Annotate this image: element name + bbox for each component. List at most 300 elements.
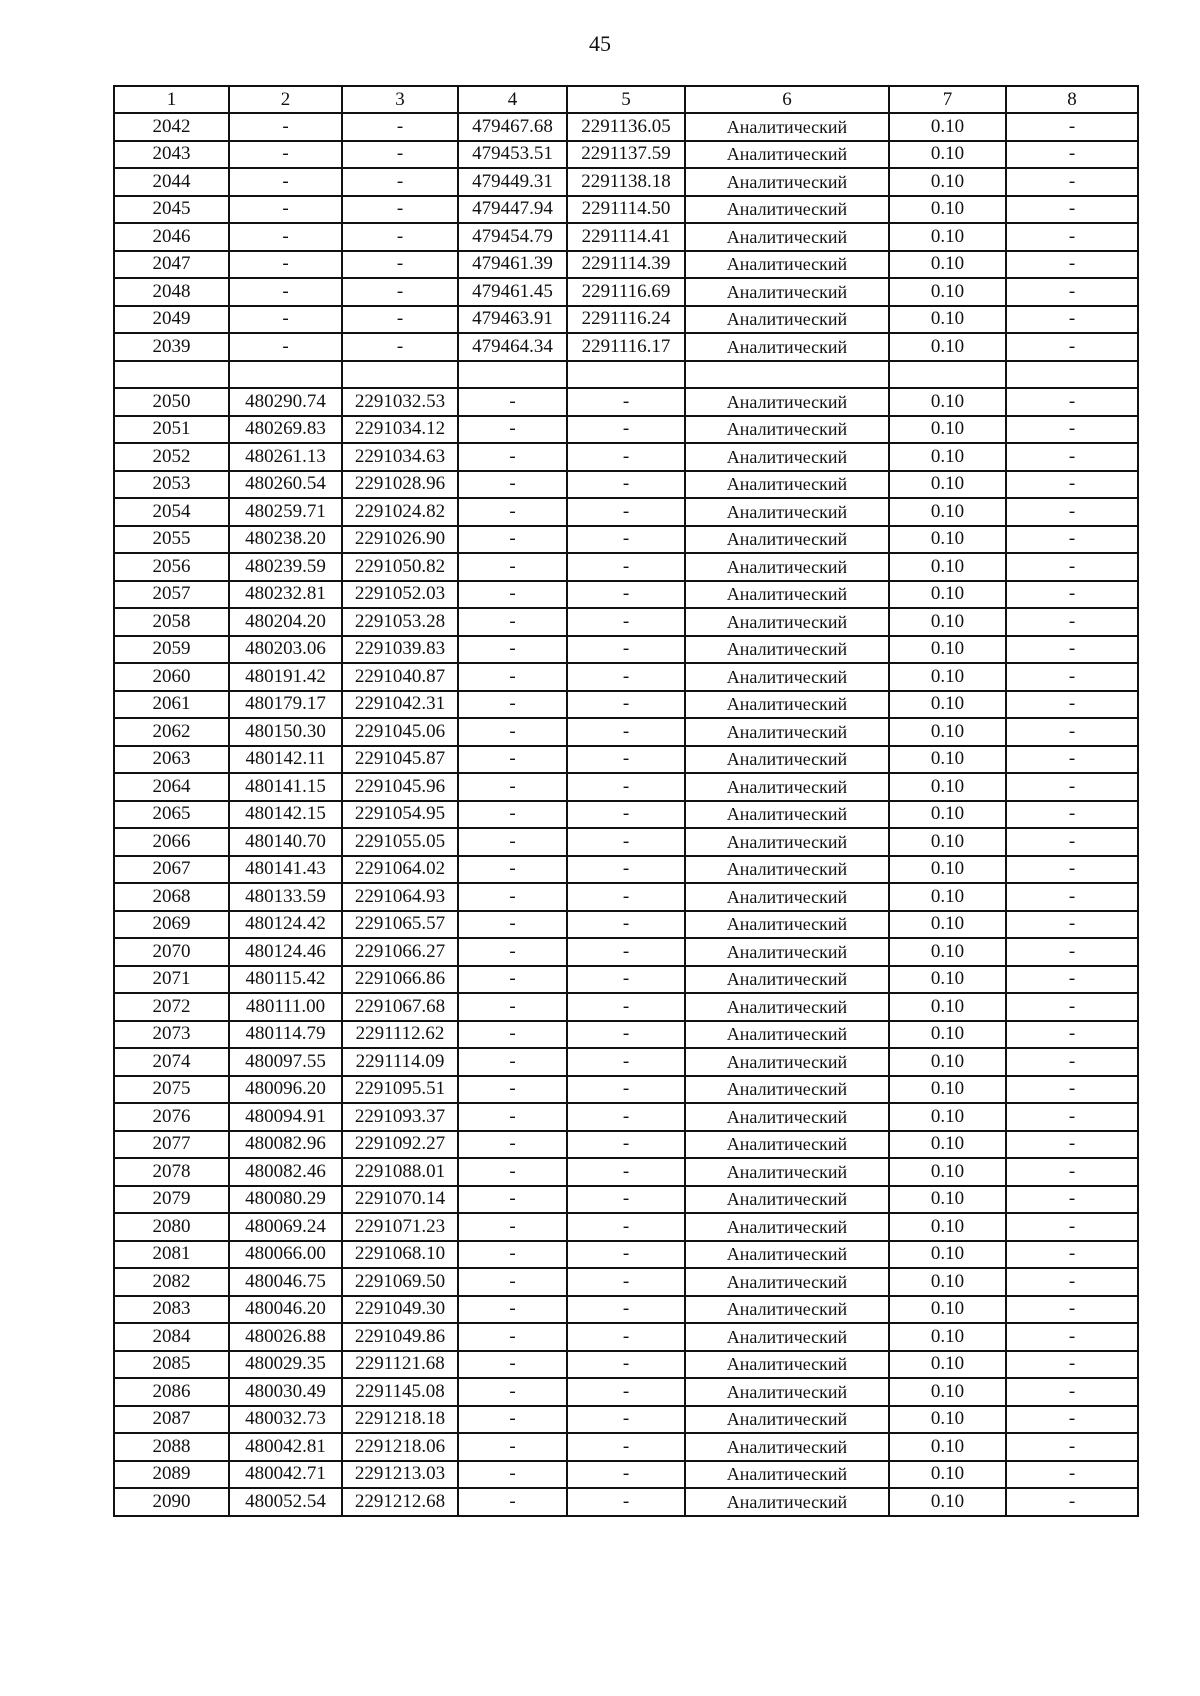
table-cell: -: [229, 113, 342, 141]
table-cell: 0.10: [889, 1021, 1006, 1049]
table-cell: 2044: [114, 168, 229, 196]
table-cell: -: [567, 1131, 685, 1159]
table-cell: 2291066.27: [342, 938, 458, 966]
table-cell: -: [458, 746, 567, 774]
table-cell: Аналитический: [685, 168, 889, 196]
table-cell: -: [1006, 388, 1138, 416]
table-cell: 0.10: [889, 581, 1006, 609]
table-cell: -: [458, 443, 567, 471]
table-cell: 2055: [114, 526, 229, 554]
table-cell: 0.10: [889, 306, 1006, 334]
table-cell: 2291065.57: [342, 911, 458, 939]
table-cell: 480259.71: [229, 498, 342, 526]
table-cell: 480179.17: [229, 691, 342, 719]
table-cell: -: [1006, 1433, 1138, 1461]
table-cell: -: [458, 636, 567, 664]
table-cell: -: [1006, 828, 1138, 856]
table-cell: 2087: [114, 1406, 229, 1434]
table-cell: 2072: [114, 993, 229, 1021]
table-cell: 2042: [114, 113, 229, 141]
table-cell: 2291034.12: [342, 416, 458, 444]
table-cell: -: [458, 663, 567, 691]
table-cell: 2058: [114, 608, 229, 636]
table-cell: 480141.43: [229, 856, 342, 884]
table-cell: 0.10: [889, 966, 1006, 994]
table-cell: 480124.42: [229, 911, 342, 939]
table-cell: 480082.96: [229, 1131, 342, 1159]
table-cell: 2065: [114, 801, 229, 829]
table-cell: -: [567, 1213, 685, 1241]
table-cell: -: [458, 498, 567, 526]
table-cell: 2068: [114, 883, 229, 911]
table-cell: -: [567, 1296, 685, 1324]
table-cell: -: [1006, 1103, 1138, 1131]
table-cell: 2291028.96: [342, 471, 458, 499]
table-cell: -: [567, 443, 685, 471]
table-cell: -: [567, 1158, 685, 1186]
table-row: [114, 636, 1138, 664]
table-cell: 2291116.24: [567, 306, 685, 334]
table-cell: 2081: [114, 1241, 229, 1269]
table-cell: 2076: [114, 1103, 229, 1131]
table-row: [114, 1241, 1138, 1269]
table-cell: 2070: [114, 938, 229, 966]
table-row: [114, 1296, 1138, 1324]
table-cell: 2082: [114, 1268, 229, 1296]
table-cell: 480290.74: [229, 388, 342, 416]
table-cell: 2073: [114, 1021, 229, 1049]
table-cell: -: [567, 691, 685, 719]
table-cell: 0.10: [889, 223, 1006, 251]
table-cell: -: [229, 141, 342, 169]
table-cell: -: [567, 1241, 685, 1269]
table-cell: 2057: [114, 581, 229, 609]
table-cell: -: [567, 581, 685, 609]
table-row: [114, 773, 1138, 801]
table-cell: -: [567, 1076, 685, 1104]
table-cell: 2083: [114, 1296, 229, 1324]
table-cell: 480066.00: [229, 1241, 342, 1269]
table-cell: 2043: [114, 141, 229, 169]
table-cell: 0.10: [889, 526, 1006, 554]
table-cell: 480042.71: [229, 1461, 342, 1489]
table-cell: 0.10: [889, 608, 1006, 636]
header-cell: 1: [114, 86, 229, 113]
table-cell: -: [1006, 1461, 1138, 1489]
table-row: [114, 498, 1138, 526]
table-row: [114, 691, 1138, 719]
table-cell: 480114.79: [229, 1021, 342, 1049]
table-cell: 480094.91: [229, 1103, 342, 1131]
table-cell: -: [458, 1186, 567, 1214]
table-row: [114, 1488, 1138, 1516]
table-cell: -: [1006, 911, 1138, 939]
table-cell: 0.10: [889, 691, 1006, 719]
table-cell: Аналитический: [685, 1461, 889, 1489]
table-cell: -: [567, 746, 685, 774]
table-cell: -: [458, 1158, 567, 1186]
table-cell: 0.10: [889, 1131, 1006, 1159]
table-cell: 2090: [114, 1488, 229, 1516]
table-row: [114, 883, 1138, 911]
table-cell: Аналитический: [685, 416, 889, 444]
table-cell: 2291045.06: [342, 718, 458, 746]
table-cell: -: [458, 1461, 567, 1489]
table-cell: -: [458, 388, 567, 416]
table-cell: [1006, 361, 1138, 389]
table-cell: -: [1006, 663, 1138, 691]
table-cell: 480080.29: [229, 1186, 342, 1214]
table-cell: Аналитический: [685, 1406, 889, 1434]
table-cell: -: [458, 1351, 567, 1379]
table-cell: Аналитический: [685, 1241, 889, 1269]
table-cell: -: [458, 828, 567, 856]
table-cell: 480052.54: [229, 1488, 342, 1516]
header-cell: 6: [685, 86, 889, 113]
table-cell: -: [458, 1323, 567, 1351]
table-cell: -: [458, 1103, 567, 1131]
table-cell: -: [567, 801, 685, 829]
table-cell: 2291218.18: [342, 1406, 458, 1434]
table-cell: 2291064.93: [342, 883, 458, 911]
table-row: [114, 856, 1138, 884]
table-cell: 0.10: [889, 1296, 1006, 1324]
table-cell: -: [1006, 773, 1138, 801]
table-row: [114, 966, 1138, 994]
table-cell: 2080: [114, 1213, 229, 1241]
table-cell: -: [567, 993, 685, 1021]
table-cell: 0.10: [889, 1488, 1006, 1516]
table-cell: Аналитический: [685, 278, 889, 306]
table-cell: Аналитический: [685, 691, 889, 719]
table-header-row: [114, 86, 1138, 113]
table-cell: 0.10: [889, 1351, 1006, 1379]
table-cell: -: [1006, 251, 1138, 279]
table-cell: 2063: [114, 746, 229, 774]
table-cell: 2291026.90: [342, 526, 458, 554]
table-cell: [685, 361, 889, 389]
table-row: [114, 746, 1138, 774]
table-cell: 0.10: [889, 1433, 1006, 1461]
table-cell: 2291045.87: [342, 746, 458, 774]
table-cell: 0.10: [889, 141, 1006, 169]
table-cell: 0.10: [889, 1103, 1006, 1131]
table-cell: 2053: [114, 471, 229, 499]
page-number: 45: [589, 31, 611, 56]
table-cell: 0.10: [889, 388, 1006, 416]
coordinates-table: [113, 85, 1139, 1517]
table-cell: 2051: [114, 416, 229, 444]
table-cell: [342, 361, 458, 389]
table-cell: -: [342, 278, 458, 306]
table-cell: 480150.30: [229, 718, 342, 746]
table-cell: -: [458, 1131, 567, 1159]
table-cell: -: [567, 938, 685, 966]
table-cell: 2061: [114, 691, 229, 719]
table-cell: 2291054.95: [342, 801, 458, 829]
table-cell: 2291145.08: [342, 1378, 458, 1406]
table-cell: 480261.13: [229, 443, 342, 471]
table-cell: 480096.20: [229, 1076, 342, 1104]
table-row: [114, 1048, 1138, 1076]
table-cell: -: [229, 306, 342, 334]
table-cell: 0.10: [889, 911, 1006, 939]
table-cell: Аналитический: [685, 1323, 889, 1351]
table-cell: 479463.91: [458, 306, 567, 334]
table-cell: 2291045.96: [342, 773, 458, 801]
table-cell: 2074: [114, 1048, 229, 1076]
table-cell: 2291042.31: [342, 691, 458, 719]
table-cell: 0.10: [889, 1186, 1006, 1214]
table-cell: 2071: [114, 966, 229, 994]
table-cell: Аналитический: [685, 471, 889, 499]
table-cell: 480042.81: [229, 1433, 342, 1461]
table-cell: 2077: [114, 1131, 229, 1159]
table-cell: Аналитический: [685, 553, 889, 581]
table-cell: 0.10: [889, 498, 1006, 526]
table-cell: -: [567, 498, 685, 526]
table-cell: 479461.45: [458, 278, 567, 306]
table-cell: 2291034.63: [342, 443, 458, 471]
table-cell: -: [1006, 498, 1138, 526]
table-cell: -: [567, 1021, 685, 1049]
table-cell: -: [1006, 223, 1138, 251]
table-cell: -: [567, 966, 685, 994]
table-cell: 480238.20: [229, 526, 342, 554]
table-row: [114, 1351, 1138, 1379]
table-cell: Аналитический: [685, 1351, 889, 1379]
table-cell: -: [567, 718, 685, 746]
table-cell: 2088: [114, 1433, 229, 1461]
table-cell: 2291032.53: [342, 388, 458, 416]
table-cell: 480082.46: [229, 1158, 342, 1186]
table-cell: -: [1006, 1351, 1138, 1379]
table-cell: 2291040.87: [342, 663, 458, 691]
table-cell: -: [1006, 196, 1138, 224]
table-cell: 2291092.27: [342, 1131, 458, 1159]
table-cell: 2291114.50: [567, 196, 685, 224]
table-cell: 2064: [114, 773, 229, 801]
table-cell: -: [342, 113, 458, 141]
table-cell: Аналитический: [685, 1158, 889, 1186]
table-cell: 479461.39: [458, 251, 567, 279]
table-cell: -: [1006, 1268, 1138, 1296]
table-cell: 0.10: [889, 1048, 1006, 1076]
table-cell: 0.10: [889, 746, 1006, 774]
table-cell: 2075: [114, 1076, 229, 1104]
table-cell: [567, 361, 685, 389]
table-cell: 2052: [114, 443, 229, 471]
table-cell: -: [229, 168, 342, 196]
table-cell: -: [342, 196, 458, 224]
table-cell: 480097.55: [229, 1048, 342, 1076]
table-cell: -: [458, 966, 567, 994]
table-cell: -: [567, 1406, 685, 1434]
table-cell: Аналитический: [685, 746, 889, 774]
table-cell: -: [458, 801, 567, 829]
table-row: [114, 443, 1138, 471]
table-cell: -: [458, 993, 567, 1021]
table-cell: -: [1006, 1488, 1138, 1516]
table-cell: -: [1006, 333, 1138, 361]
table-cell: 2078: [114, 1158, 229, 1186]
table-cell: -: [1006, 1296, 1138, 1324]
table-row: [114, 938, 1138, 966]
table-cell: 480140.70: [229, 828, 342, 856]
table-cell: Аналитический: [685, 911, 889, 939]
table-cell: 480239.59: [229, 553, 342, 581]
table-cell: 0.10: [889, 636, 1006, 664]
table-cell: Аналитический: [685, 883, 889, 911]
header-cell: 4: [458, 86, 567, 113]
table-cell: 2048: [114, 278, 229, 306]
table-row: [114, 1406, 1138, 1434]
table-cell: Аналитический: [685, 828, 889, 856]
table-cell: 480046.75: [229, 1268, 342, 1296]
table-cell: -: [458, 471, 567, 499]
table-cell: 2291049.86: [342, 1323, 458, 1351]
table-cell: Аналитический: [685, 636, 889, 664]
table-cell: 2049: [114, 306, 229, 334]
table-cell: Аналитический: [685, 1186, 889, 1214]
table-cell: -: [1006, 471, 1138, 499]
table-cell: -: [1006, 856, 1138, 884]
header-cell: 3: [342, 86, 458, 113]
table-row: [114, 1103, 1138, 1131]
table-cell: 0.10: [889, 443, 1006, 471]
table-cell: Аналитический: [685, 966, 889, 994]
table-cell: -: [342, 223, 458, 251]
table-cell: 2056: [114, 553, 229, 581]
table-cell: 2291024.82: [342, 498, 458, 526]
table-cell: 2047: [114, 251, 229, 279]
table-row: [114, 526, 1138, 554]
table-cell: -: [1006, 938, 1138, 966]
table-cell: 480030.49: [229, 1378, 342, 1406]
table-cell: Аналитический: [685, 1021, 889, 1049]
table-row: [114, 1378, 1138, 1406]
header-cell: 7: [889, 86, 1006, 113]
table-cell: -: [1006, 141, 1138, 169]
table-cell: -: [567, 1048, 685, 1076]
table-cell: 0.10: [889, 471, 1006, 499]
table-cell: 480260.54: [229, 471, 342, 499]
table-cell: -: [567, 471, 685, 499]
table-cell: 2039: [114, 333, 229, 361]
table-cell: 0.10: [889, 773, 1006, 801]
table-cell: -: [1006, 1323, 1138, 1351]
table-cell: -: [567, 416, 685, 444]
table-cell: 2291136.05: [567, 113, 685, 141]
table-cell: -: [567, 1186, 685, 1214]
table-cell: -: [458, 1296, 567, 1324]
table-cell: -: [342, 141, 458, 169]
table-cell: -: [1006, 993, 1138, 1021]
header-cell: 8: [1006, 86, 1138, 113]
table-row: [114, 663, 1138, 691]
table-cell: -: [1006, 306, 1138, 334]
table-cell: -: [567, 663, 685, 691]
table-cell: -: [458, 1241, 567, 1269]
table-cell: Аналитический: [685, 938, 889, 966]
table-cell: -: [1006, 168, 1138, 196]
table-cell: 2291137.59: [567, 141, 685, 169]
table-cell: -: [567, 388, 685, 416]
table-cell: -: [458, 691, 567, 719]
table-cell: 2079: [114, 1186, 229, 1214]
table-cell: -: [458, 1213, 567, 1241]
table-cell: -: [458, 856, 567, 884]
table-cell: [458, 361, 567, 389]
table-cell: -: [1006, 416, 1138, 444]
table-cell: 2291212.68: [342, 1488, 458, 1516]
table-cell: Аналитический: [685, 1378, 889, 1406]
table-cell: 0.10: [889, 1323, 1006, 1351]
table-cell: -: [567, 1488, 685, 1516]
table-row: [114, 911, 1138, 939]
table-cell: -: [458, 1021, 567, 1049]
table-cell: -: [567, 911, 685, 939]
table-cell: 480203.06: [229, 636, 342, 664]
table-cell: 0.10: [889, 1241, 1006, 1269]
table-cell: Аналитический: [685, 306, 889, 334]
table-cell: 2291116.69: [567, 278, 685, 306]
table-cell: 2291039.83: [342, 636, 458, 664]
table-row: [114, 306, 1138, 334]
table-cell: Аналитический: [685, 718, 889, 746]
table-cell: 0.10: [889, 1406, 1006, 1434]
table-cell: 2291064.02: [342, 856, 458, 884]
table-cell: -: [567, 773, 685, 801]
table-cell: -: [567, 526, 685, 554]
table-cell: -: [458, 718, 567, 746]
table-row: [114, 1323, 1138, 1351]
table-cell: -: [342, 306, 458, 334]
table-cell: 0.10: [889, 278, 1006, 306]
table-cell: Аналитический: [685, 333, 889, 361]
table-cell: -: [458, 608, 567, 636]
table-cell: 2084: [114, 1323, 229, 1351]
table-cell: Аналитический: [685, 1048, 889, 1076]
table-cell: Аналитический: [685, 1488, 889, 1516]
table-cell: -: [567, 608, 685, 636]
table-cell: -: [1006, 278, 1138, 306]
table-cell: 2066: [114, 828, 229, 856]
table-cell: -: [1006, 1131, 1138, 1159]
table-cell: -: [567, 553, 685, 581]
table-cell: 2069: [114, 911, 229, 939]
table-row: [114, 553, 1138, 581]
table-cell: 480069.24: [229, 1213, 342, 1241]
table-cell: Аналитический: [685, 251, 889, 279]
table-cell: Аналитический: [685, 113, 889, 141]
table-cell: Аналитический: [685, 581, 889, 609]
table-cell: Аналитический: [685, 498, 889, 526]
table-cell: 2291088.01: [342, 1158, 458, 1186]
table-cell: 0.10: [889, 1461, 1006, 1489]
table-cell: 480124.46: [229, 938, 342, 966]
table-cell: 479453.51: [458, 141, 567, 169]
table-cell: 480133.59: [229, 883, 342, 911]
table-row: [114, 141, 1138, 169]
table-cell: 0.10: [889, 1268, 1006, 1296]
table-cell: -: [1006, 1158, 1138, 1186]
table-cell: 0.10: [889, 828, 1006, 856]
table-cell: -: [458, 911, 567, 939]
table-cell: Аналитический: [685, 773, 889, 801]
table-cell: 2291052.03: [342, 581, 458, 609]
table-cell: 479447.94: [458, 196, 567, 224]
